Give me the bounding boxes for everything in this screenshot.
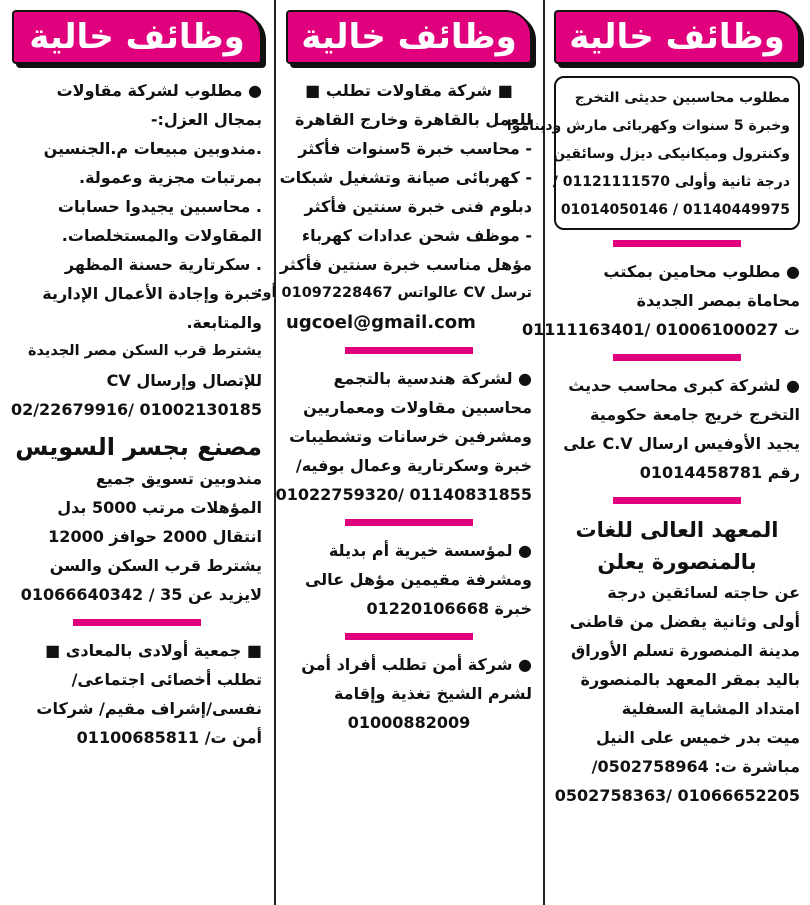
ad-line: لشرم الشيخ تغذية وإقامة bbox=[333, 684, 532, 703]
ad-line: أولى وثانية يفضل من قاطنى bbox=[569, 612, 800, 631]
ad-line: ● شركة أمن تطلب أفراد أمن bbox=[301, 655, 532, 674]
ad-email: ugcoel@gmail.com bbox=[286, 312, 476, 333]
ad-line: ميت بدر خميس على النيل bbox=[595, 728, 800, 747]
ad-line: - محاسب خبرة 5سنوات فأكثر bbox=[298, 139, 532, 158]
ad-line: دبلوم فنى خبرة سنتين فأكثر bbox=[304, 197, 532, 216]
ad-line: ● لشركة كبرى محاسب حديث bbox=[568, 376, 800, 395]
ad-separator bbox=[613, 354, 741, 361]
ad-line: للإتصال وإرسال CV bbox=[106, 371, 262, 390]
ad-title: ■ شركة مقاولات تطلب ■ bbox=[305, 81, 513, 100]
ad-contracting-company bbox=[256, 76, 532, 337]
ad-suez-bridge-factory bbox=[12, 430, 262, 609]
ad-phone-line: رقم 01014458781 bbox=[639, 463, 800, 482]
ad-language-institute bbox=[554, 514, 800, 810]
ad-title: المعهد العالى للغات bbox=[575, 518, 779, 542]
ad-line: ● مطلوب لشركة مقاولات bbox=[56, 81, 262, 100]
ad-line: والمتابعة. bbox=[186, 313, 262, 332]
section-banner-left bbox=[12, 10, 262, 64]
ad-line: خبرة وإجادة الأعمال الإدارية bbox=[42, 284, 262, 303]
ad-line: .مندوبين مبيعات م.الجنسين bbox=[43, 139, 262, 158]
banner-title: وظائف خالية bbox=[569, 17, 785, 57]
ad-separator bbox=[345, 347, 473, 354]
ad-line: ترسل CV عالواتس 01097228467 أو: bbox=[256, 285, 532, 301]
ad-phone-line: 01140831855 /01022759320 bbox=[275, 485, 532, 504]
ad-line: درجة ثانية وأولى 01121111570 / bbox=[552, 174, 790, 190]
ad-line: مندوبين تسويق جميع bbox=[95, 469, 262, 488]
ad-line: وخبرة 5 سنوات وكهربائى مارش وديناموا bbox=[506, 118, 790, 134]
ad-line: . سكرتارية حسنة المظهر bbox=[64, 255, 262, 274]
ad-line: محاماة بمصر الجديدة bbox=[636, 291, 800, 310]
ad-line: تطلب أخصائى اجتماعى/ bbox=[71, 670, 262, 689]
ad-title: بالمنصورة يعلن bbox=[597, 550, 757, 574]
ad-accountant-graduate bbox=[554, 371, 800, 487]
ad-line: يجيد الأوفيس ارسال C.V على bbox=[563, 434, 800, 453]
ad-line: يشترط قرب السكن مصر الجديدة bbox=[27, 343, 262, 359]
ad-separator bbox=[613, 497, 741, 504]
ad-phone-line: 01000882009 bbox=[347, 713, 471, 732]
ad-separator bbox=[345, 633, 473, 640]
ad-line: مؤهل مناسب خبرة سنتين فأكثر bbox=[279, 255, 532, 274]
ad-line: المقاولات والمستخلصات. bbox=[61, 226, 262, 245]
ad-line: محاسبين مقاولات ومعماريين bbox=[303, 398, 532, 417]
ad-line: ● مطلوب محامين بمكتب bbox=[603, 262, 800, 281]
ad-line: - كهربائى صيانة وتشغيل شبكات bbox=[279, 168, 532, 187]
ad-line: مدينة المنصورة تسلم الأوراق bbox=[570, 641, 800, 660]
ad-line: ومشرفة مقيمين مؤهل عالى bbox=[304, 570, 532, 589]
ad-line: بمرتبات مجزية وعمولة. bbox=[79, 168, 262, 187]
ad-separator bbox=[345, 519, 473, 526]
ad-lawyers bbox=[521, 257, 800, 344]
ad-line: انتقال 2000 حوافز 12000 bbox=[48, 527, 262, 546]
column-middle bbox=[256, 0, 540, 905]
ad-phone-line: أمن ت/ 01100685811 bbox=[76, 728, 262, 747]
ad-line: ومشرفين خرسانات وتشطيبات bbox=[289, 427, 532, 446]
ad-line: باليد بمقر المعهد بالمنصورة bbox=[580, 670, 800, 689]
ad-accountants-boxed bbox=[506, 76, 800, 230]
ad-phone-line: خبرة 01220106668 bbox=[366, 599, 532, 618]
ad-line: عن حاجته لسائقين درجة bbox=[607, 583, 800, 602]
ad-line: التخرج خريج جامعة حكومية bbox=[590, 405, 800, 424]
ad-line: مطلوب محاسبين حديثى التخرج bbox=[574, 90, 790, 106]
ad-line: بمجال العزل:- bbox=[150, 110, 262, 129]
column-left bbox=[0, 0, 272, 905]
ad-line: يشترط قرب السكن والسن bbox=[49, 556, 262, 575]
ad-phone-line: 01140449975 / 01014050146 bbox=[560, 202, 790, 218]
ad-charity bbox=[286, 536, 532, 623]
ad-separator bbox=[613, 240, 741, 247]
ad-phone-line: مباشرة ت: 0502758964/ bbox=[591, 757, 800, 776]
column-rule-left bbox=[274, 0, 276, 905]
ad-security-company bbox=[286, 650, 532, 737]
ad-line: المؤهلات مرتب 5000 بدل bbox=[57, 498, 262, 517]
ad-phone-line: ت 01006100027 /01111163401 bbox=[521, 320, 800, 339]
section-banner-right bbox=[554, 10, 800, 64]
ad-awladi-association bbox=[12, 636, 262, 752]
ad-line: امتداد المشاية السفلية bbox=[621, 699, 800, 718]
ad-line: ● لمؤسسة خيرية أم بديلة bbox=[328, 541, 532, 560]
ad-line: وكنترول وميكانيكى ديزل وسائقين bbox=[553, 146, 790, 162]
section-banner-middle bbox=[286, 10, 532, 64]
ad-line: للعمل بالقاهرة وخارج القاهرة bbox=[294, 110, 532, 129]
ad-line: نفسى/إشراف مقيم/ شركات bbox=[36, 699, 262, 718]
ad-line: ● لشركة هندسية بالتجمع bbox=[333, 369, 532, 388]
ad-line: - موظف شحن عدادات كهرباء bbox=[301, 226, 532, 245]
ad-phone-line: 01066652205 /0502758363 bbox=[554, 786, 800, 805]
ad-title: مصنع بجسر السويس bbox=[15, 433, 262, 461]
banner-title: وظائف خالية bbox=[301, 17, 517, 57]
ad-line: ■ جمعية أولادى بالمعادى ■ bbox=[45, 641, 262, 660]
ad-line: خبرة وسكرتارية وعمال بوفيه/ bbox=[295, 456, 532, 475]
column-right bbox=[506, 0, 810, 905]
ad-line: . محاسبين يجيدوا حسابات bbox=[57, 197, 262, 216]
ad-separator bbox=[73, 619, 201, 626]
ad-insulation-contracting bbox=[12, 76, 262, 424]
ad-phone-line: لايزيد عن 35 / 01066640342 bbox=[20, 585, 262, 604]
banner-title: وظائف خالية bbox=[29, 17, 245, 57]
ad-phone-line: 01002130185 /02/22679916 bbox=[10, 400, 262, 419]
ad-engineering-company bbox=[275, 364, 532, 509]
